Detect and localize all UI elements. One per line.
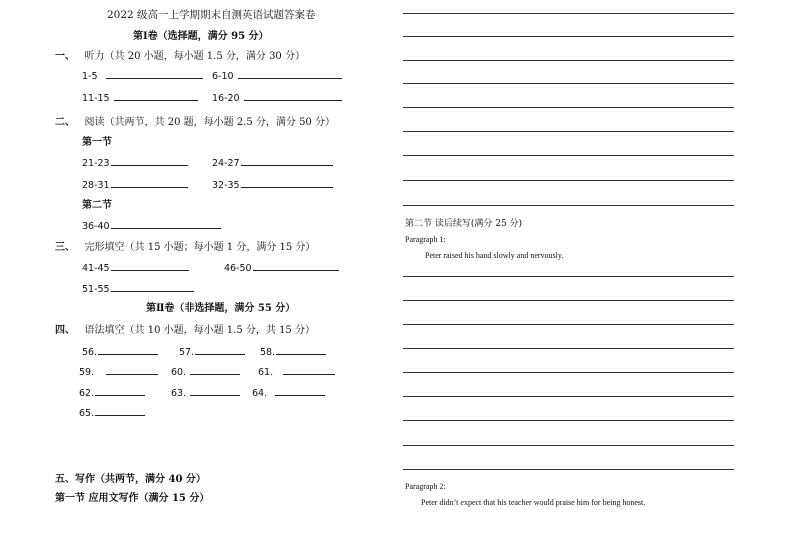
writing-line[interactable] — [403, 107, 734, 108]
writing-line[interactable] — [403, 420, 734, 421]
grammar-label: 语法填空（共 10 小题，每小题 1.5 分，共 15 分） — [84, 325, 315, 336]
answer-sheet-right-column — [403, 0, 743, 560]
answer-sheet-left-column — [0, 0, 392, 560]
answer-blank[interactable]: 61. — [258, 365, 335, 378]
paragraph-one-label: Paragraph 1: — [405, 235, 446, 244]
writing-line[interactable] — [403, 445, 734, 446]
reading-section-two: 第二节 — [82, 200, 112, 211]
writing-line[interactable] — [403, 83, 734, 84]
answer-blank[interactable]: 60. — [171, 365, 240, 378]
cloze-label: 完形填空（共 15 小题；每小题 1 分，满分 15 分） — [84, 242, 316, 253]
answer-blank[interactable]: 21-23 — [82, 156, 188, 169]
writing-line[interactable] — [403, 469, 734, 470]
writing-line[interactable] — [403, 396, 734, 397]
writing-line[interactable] — [403, 131, 734, 132]
writing-line[interactable] — [403, 13, 734, 14]
reading-index: 二、 — [55, 117, 75, 128]
answer-blank[interactable]: 36-40 — [82, 219, 221, 232]
paragraph-two-label: Paragraph 2: — [405, 482, 446, 491]
answer-blank[interactable]: 62. — [79, 386, 145, 399]
continuation-writing-heading: 第二节 读后续写(满分 25 分) — [405, 219, 523, 229]
answer-blank[interactable]: 57. — [179, 345, 245, 358]
answer-blank[interactable]: 51-55 — [82, 282, 194, 295]
writing-line[interactable] — [403, 180, 734, 181]
reading-heading — [55, 113, 335, 128]
listening-index: 一、 — [55, 51, 75, 62]
answer-blank[interactable]: 58. — [260, 345, 326, 358]
answer-blank[interactable]: 11-15 — [82, 91, 198, 104]
grammar-heading — [55, 321, 315, 336]
writing-line[interactable] — [403, 155, 734, 156]
answer-blank[interactable]: 41-45 — [82, 261, 189, 274]
answer-blank[interactable]: 28-31 — [82, 178, 188, 191]
writing-line[interactable] — [403, 276, 734, 277]
listening-label: 听力（共 20 小题，每小题 1.5 分，满分 30 分） — [84, 51, 305, 62]
answer-blank[interactable]: 59. — [79, 365, 158, 378]
answer-blank[interactable]: 32-35 — [212, 178, 333, 191]
answer-blank[interactable]: 46-50 — [224, 261, 339, 274]
cloze-heading — [55, 238, 315, 253]
answer-blank[interactable]: 64. — [252, 386, 325, 399]
part-one-heading: 第Ⅰ卷（选择题，满分 95 分） — [133, 31, 269, 42]
part-two-heading: 第Ⅱ卷（非选择题，满分 55 分） — [146, 303, 296, 314]
listening-heading — [55, 47, 305, 62]
writing-line[interactable] — [403, 324, 734, 325]
writing-line[interactable] — [403, 36, 734, 37]
answer-blank[interactable]: 16-20 — [212, 91, 342, 104]
writing-line[interactable] — [403, 300, 734, 301]
answer-blank[interactable]: 1-5 — [82, 69, 203, 82]
answer-blank[interactable]: 56. — [82, 345, 158, 358]
writing-line[interactable] — [403, 372, 734, 373]
answer-blank[interactable]: 65. — [79, 406, 145, 419]
writing-line[interactable] — [403, 348, 734, 349]
reading-label: 阅读（共两节，共 20 题，每小题 2.5 分，满分 50 分） — [84, 117, 335, 128]
grammar-index: 四、 — [55, 325, 75, 336]
answer-blank[interactable]: 24-27 — [212, 156, 333, 169]
answer-blank[interactable]: 63. — [171, 386, 240, 399]
writing-section-one: 第一节 应用文写作（满分 15 分） — [55, 493, 210, 504]
paragraph-two-opening: Peter didn’t expect that his teacher would praise him for being honest. — [421, 498, 646, 507]
writing-line[interactable] — [403, 60, 734, 61]
reading-section-one: 第一节 — [82, 137, 112, 148]
paragraph-one-opening: Peter raised his hand slowly and nervously. — [425, 251, 564, 260]
answer-blank[interactable]: 6-10 — [212, 69, 342, 82]
writing-line[interactable] — [403, 205, 734, 206]
cloze-index: 三、 — [55, 242, 75, 253]
writing-heading: 五、写作（共两节，满分 40 分） — [55, 474, 206, 485]
sheet-title: 2022 级高一上学期期末自测英语试题答案卷 — [107, 9, 316, 21]
